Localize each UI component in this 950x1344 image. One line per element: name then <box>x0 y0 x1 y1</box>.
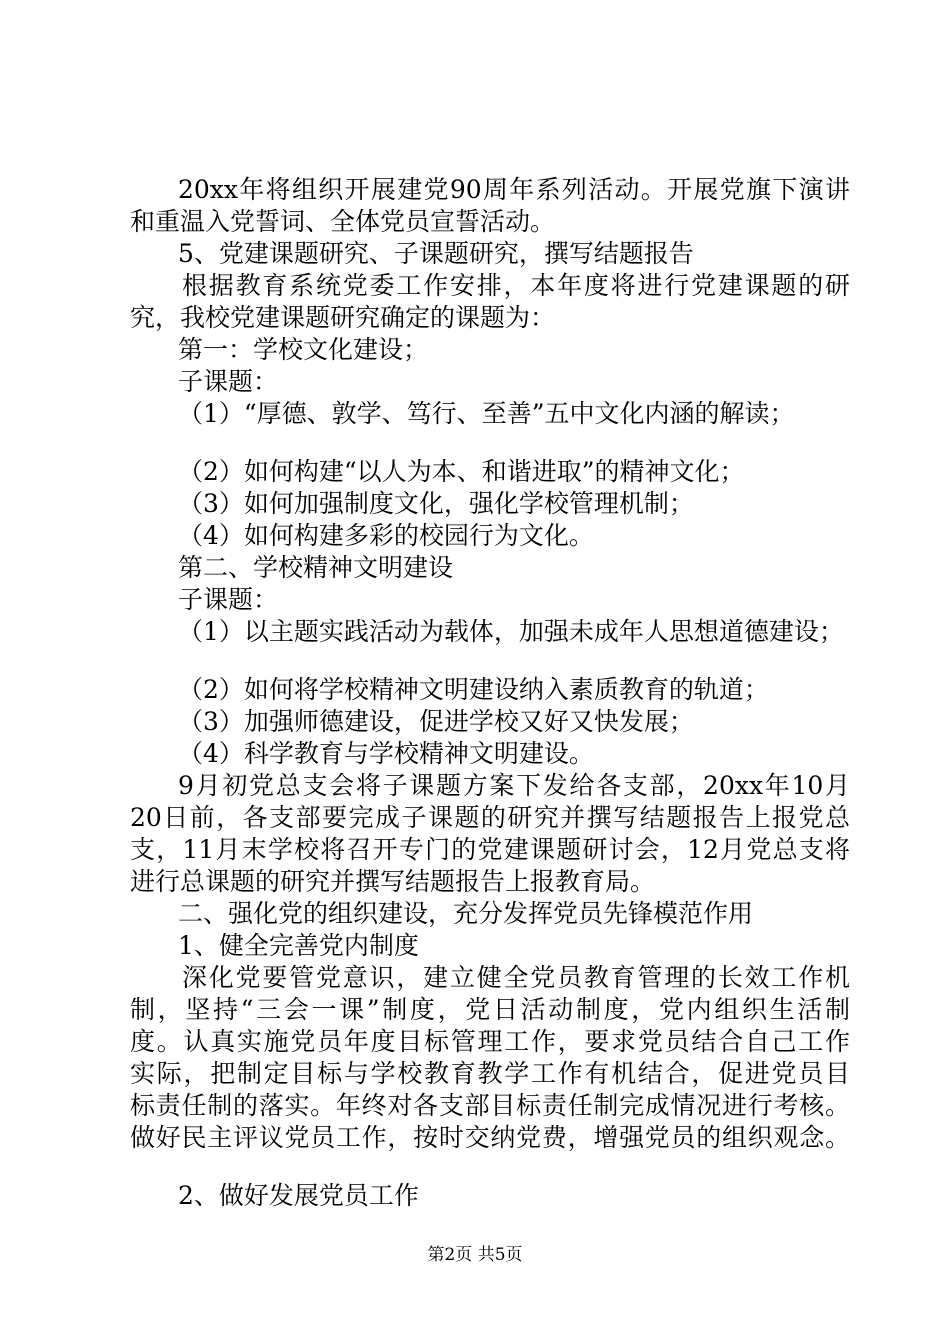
paragraph-line: 20日前，各支部要完成子课题的研究并撰写结题报告上报党总 <box>130 803 850 832</box>
paragraph-line: 进行总课题的研究并撰写结题报告上报教育局。 <box>130 867 656 896</box>
paragraph-line: 9月初党总支会将子课题方案下发给各支部，20xx年10月 <box>178 771 850 800</box>
subtopic-item: （1）“厚德、敦学、笃行、至善”五中文化内涵的解读； <box>178 399 795 428</box>
subtopic-item: （2）如何构建“以人为本、和谐进取”的精神文化； <box>178 457 745 486</box>
subtopic-item: （3）加强师德建设，促进学校又好又快发展； <box>178 707 694 736</box>
subtopic-item: （4）科学教育与学校精神文明建设。 <box>178 739 594 768</box>
topic-heading: 第二、学校精神文明建设 <box>178 553 454 582</box>
section-heading: 2、做好发展党员工作 <box>178 1181 419 1210</box>
paragraph-line: 和重温入党誓词、全体党员宣誓活动。 <box>130 207 556 236</box>
section-heading: 5、党建课题研究、子课题研究，撰写结题报告 <box>178 239 694 268</box>
paragraph-line: 做好民主评议党员工作，按时交纳党费，增强党员的组织观念。 <box>130 1123 850 1152</box>
section-heading: 1、健全完善党内制度 <box>178 931 419 960</box>
section-heading: 二、强化党的组织建设，充分发挥党员先锋模范作用 <box>178 899 754 928</box>
paragraph-line: 度。认真实施党员年度目标管理工作，要求党员结合自己工作 <box>130 1027 850 1056</box>
paragraph-line: 20xx年将组织开展建党90周年系列活动。开展党旗下演讲 <box>178 175 850 204</box>
subtopic-item: （2）如何将学校精神文明建设纳入素质教育的轨道； <box>178 675 769 704</box>
paragraph-line: 制，坚持“三会一课”制度，党日活动制度，党内组织生活制 <box>130 995 850 1024</box>
subtopic-label: 子课题： <box>178 585 279 614</box>
topic-heading: 第一：学校文化建设； <box>178 335 429 364</box>
paragraph-line: 支，11月末学校将召开专门的党建课题研讨会，12月党总支将 <box>130 835 850 864</box>
page-number-footer: 第2页 共5页 <box>427 1245 523 1265</box>
subtopic-label: 子课题： <box>178 367 279 396</box>
subtopic-item: （4）如何构建多彩的校园行为文化。 <box>178 521 594 550</box>
subtopic-item: （1）以主题实践活动为载体，加强未成年人思想道德建设； <box>178 617 844 646</box>
paragraph-line: 标责任制的落实。年终对各支部目标责任制完成情况进行考核。 <box>130 1091 850 1120</box>
paragraph-line: 实际，把制定目标与学校教育教学工作有机结合，促进党员目 <box>130 1059 850 1088</box>
paragraph-line: 根据教育系统党委工作安排，本年度将进行党建课题的研 <box>182 271 850 300</box>
paragraph-line: 究，我校党建课题研究确定的课题为： <box>130 303 556 332</box>
subtopic-item: （3）如何加强制度文化，强化学校管理机制； <box>178 489 694 518</box>
paragraph-line: 深化党要管党意识，建立健全党员教育管理的长效工作机 <box>182 963 850 992</box>
